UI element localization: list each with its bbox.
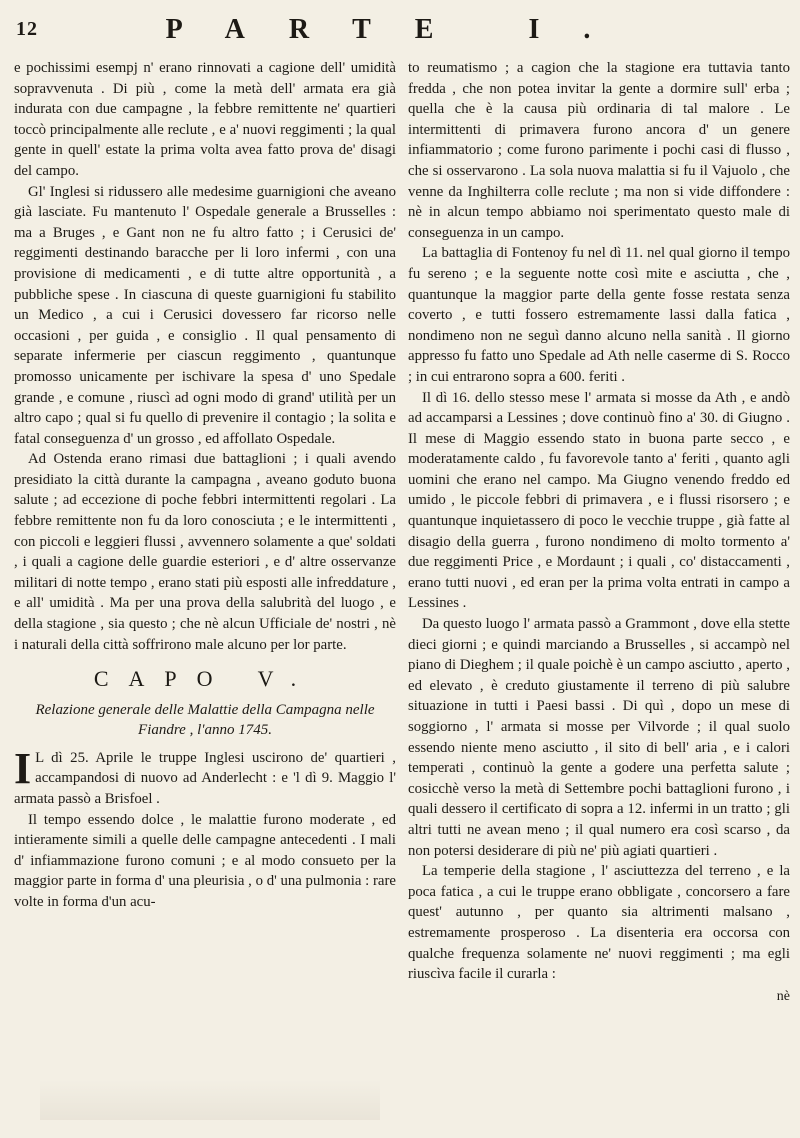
right-column xyxy=(408,58,790,1132)
paragraph: Il dì 16. dello stesso mese l' armata si mosse da Ath , e andò ad accamparsi a Lessines ; dove continuò fino a' 30. di Giugno . Il mese di Maggio essendo stato in buona parte secco , e moderatamente caldo , fu favorevole tanto a' feriti , quanto agli uomini che erano nel campo. Ma Giugno venendo freddo ed umido , le piccole febbri di primavera , e i flussi risorsero ; e quantunque inquietassero di poco le vecchie truppe , già fatte al disagio della guerra , furono nondimeno di molto tormento a' due reggimenti Price , e Mordaunt ; i quali , co' distaccamenti , erano tutti nuovi , ed eran per la prima volta entrati in campo a Lessines . xyxy=(408,389,790,612)
paragraph: to reumatismo ; a cagion che la stagione era tuttavia tanto fredda , che non potea invitar la gente a dormire sull' erba ; quella che è la causa più ordinaria di tal malore . Le intermittenti di primavera furono ancora d' un genere infiammatorio ; come furono parimente i pochi casi di flusso , che si osservarono . La sola nuova malattia si fu il Vajuolo , che venne da Inghilterra colle reclute ; ma non si vide diffondere : nè in alcun tempo abbiamo noi sperimentato questo male di conseguenza in un campo. xyxy=(408,60,790,241)
paragraph: Da questo luogo l' armata passò a Grammont , dove ella stette dieci giorni ; e quindi marciando a Brusselles , si accampò nel piano di Dieghem ; il quale poichè è un campo asciutto , aperto , ed elevato , è creduto giustamente il terreno di più salubre situazione in tutti i Paesi bassi . Di quì , dopo un mese di soggiorno , l' armata si mosse per Vilvorde ; il qual suolo essendo niente meno asciutto , il sito di bell' aria , e i calori temperati , continuò la gente a godere una perfetta salute ; cosicchè verso la metà di Settembre pochi battaglioni furono , i quali dessero il certificato di sopra a 12. infermi in un tratto ; gli altri tutti ne avean meno ; il qual numero era così scarso , da non potersi desiderare di più ne' più agiati quartieri . xyxy=(408,616,790,859)
paragraph: La temperie della stagione , l' asciuttezza del terreno , e la poca fatica , a cui le truppe erano obbligate , concorsero a fare quest' autunno , per quanto sia altrimenti malsano , estremamente prosperoso . La disenteria era occorsa con qualche frequenza solamente ne' nuovi reggimenti ; ma egli riuscìva facile il curarla : xyxy=(408,863,790,983)
chapter-first-paragraph xyxy=(14,743,396,810)
paragraph: e pochissimi esempj n' erano rinnovati a cagione dell' umidità sopravvenuta . Di più , come la metà dell' armata era già indurata con due campagne , la febbre remittente ne' quartieri toccò principalmente alle reclute , e a' nuovi reggimenti ; la qual gente in quell' estate la prima volta avea fatto prova de' disagi del campo. xyxy=(14,60,396,179)
text-columns xyxy=(14,58,790,1132)
chapter-heading: CAPO V. xyxy=(93,666,317,692)
chapter-title: Relazione generale delle Malattie della Campagna nelle Fiandre , l'anno 1745. xyxy=(35,701,375,738)
page-number: 12 xyxy=(16,18,38,40)
left-column xyxy=(14,58,396,1132)
catchword: nè xyxy=(776,988,790,1004)
paragraph: La battaglia di Fontenoy fu nel dì 11. nel qual giorno il tempo fu sereno ; e la seguente notte così mite e asciutta , che , quantunque la maggior parte della gente fosse restata senza coverto , e tutti fossero estremamente lassi dalla fatica , nondimeno non ne seguì danno alcuno nella sanità . Il giorno appresso fu fatto uno Spedale ad Ath nelle caserme di S. Rocco ; in cui entrarono sopra a 600. feriti . xyxy=(408,245,790,385)
paragraph-text: L dì 25. Aprile le truppe Inglesi uscirono de' quartieri , accampandosi di nuovo ad Anderlecht : e 'l dì 9. Maggio l' armata passò a Brisfoel . xyxy=(14,749,396,807)
paragraph: Il tempo essendo dolce , le malattie furono moderate , ed intieramente simili a quelle delle campagne antecedenti . I mali d' infiammazione furono comuni ; e al modo consueto per la maggior parte in forma d' una pleurisia , o d' una pulmonia : rare volte in forma d'un acu- xyxy=(14,811,396,910)
drop-cap: I xyxy=(14,743,32,793)
page-header xyxy=(12,14,788,50)
paragraph: Gl' Inglesi si ridussero alle medesime guarnigioni che aveano già lasciate. Fu mantenuto l' Ospedale generale a Brusselles : ma a Bruges , e Gant non ne fu altro fatto ; i Cerusici de' reggimenti destinando baracche per li loro infermi , con una provisione di medicamenti , e di tutte altre opportunità , a pubbliche spese . In ciascuna di queste guarnigioni fu stabilito un Medico , a cui i Cerusici dovessero far ricorso nelle occasioni , per guida , e consiglio . Il qual pensamento di separate infermerie per ciascun reggimento , quantunque promosso unicamente per ischivare la spesa d' uno Spedale grande , e comune , riuscì ad ogni modo di grand' utilità per un altro capo ; qual si fu quello di prevenire il contagio ; la solita e fatal conseguenza d' un grosso , ed affollato Ospedale. xyxy=(14,183,396,447)
running-head: PARTE I. xyxy=(165,14,635,45)
page-shadow xyxy=(40,1080,380,1120)
paragraph: Ad Ostenda erano rimasi due battaglioni ; i quali avendo presidiato la città durante la campagna , aveano goduto buona salute ; ad eccezione di poche febbri intermittenti regolari . La febbre remittente non fu da loro conosciuta ; e le intermittenti , con piccoli e leggieri flussi , avvennero solamente a que' soldati , i quali a cagione delle guardie esteriori , e d' altre osservanze militari di notte tempo , erano stati più esposti alle infreddature , e all' umidità . Ma per una prova della salubrità del luogo , e della stagione , sia questo ; che nè alcun Ufficiale de' nostri , nè i naturali della città soffrirono male alcuno per lor parte. xyxy=(14,451,396,653)
